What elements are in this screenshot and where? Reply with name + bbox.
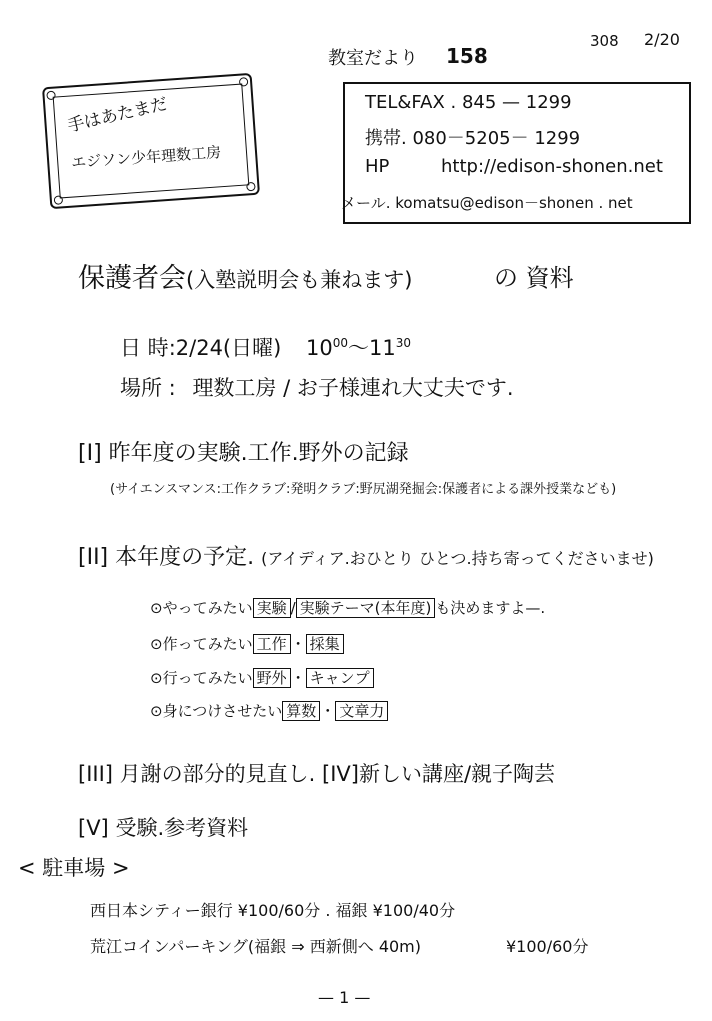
page-number: — 1 —	[318, 988, 371, 1007]
logo	[42, 73, 260, 209]
parking-line-2-price: ¥100/60分	[506, 937, 589, 956]
contact-mail: メール. komatsu@edison－shonen . net	[341, 194, 633, 212]
section-2-number: [II]	[78, 545, 109, 570]
item-tag: 文章力	[335, 701, 388, 721]
place-value: 理数工房 / お子様連れ大丈夫です.	[192, 376, 514, 400]
contact-hp-url: http://edison-shonen.net	[441, 156, 663, 177]
section-4-title: 新しい講座/親子陶芸	[358, 762, 556, 786]
section-2	[78, 540, 654, 571]
list-item	[150, 597, 545, 618]
issue-number: 158	[446, 44, 488, 68]
item-tag: 実験テーマ(本年度)	[296, 598, 436, 618]
item-prefix: ⊙行ってみたい	[150, 669, 253, 687]
newsletter-label: 教室だより	[328, 48, 418, 69]
title-main: 保護者会	[78, 263, 186, 294]
item-tag: 実験	[253, 598, 291, 618]
contact-mobile: 携帯. 080－5205－ 1299	[365, 128, 581, 149]
section-1-note: (サイエンスマンス:工作クラブ:発明クラブ:野尻湖発掘会:保護者による課外授業なども)	[110, 482, 617, 497]
section-1-number: [I]	[78, 441, 102, 466]
contact-box	[343, 82, 691, 224]
item-prefix: ⊙身につけさせたい	[150, 702, 283, 720]
section-3-4	[78, 758, 555, 788]
item-suffix: も決めますよ—.	[435, 599, 546, 617]
item-prefix: ⊙やってみたい	[150, 599, 253, 617]
section-2-title: 本年度の予定.	[115, 545, 255, 570]
list-item	[150, 633, 344, 654]
item-prefix: ⊙作ってみたい	[150, 635, 253, 653]
date: 2/20	[644, 30, 680, 49]
place-row: 場所 : 理数工房 / お子様連れ大丈夫です.	[120, 376, 514, 400]
item-separator: /	[290, 599, 296, 617]
section-5-number: [V]	[78, 816, 109, 840]
section-1-title: 昨年度の実験.工作.野外の記録	[108, 441, 409, 466]
section-3-number: [III]	[78, 762, 113, 786]
contact-tel-fax: TEL&FAX . 845 — 1299	[365, 92, 572, 113]
section-5	[78, 812, 248, 842]
list-item	[150, 667, 374, 688]
item-tag: キャンプ	[306, 668, 374, 688]
code-number: 308	[590, 32, 619, 50]
item-tag: 工作	[253, 634, 291, 654]
item-separator: ・	[290, 669, 306, 687]
logo-name: エジソン少年理数工房	[70, 143, 222, 172]
list-item	[150, 700, 388, 721]
item-separator: ・	[320, 702, 336, 720]
datetime-row: 日 時:2/24(日曜) $10^{00}$〜$11^{30}$	[120, 336, 412, 360]
place-label: 場所	[120, 376, 162, 400]
logo-motto: 手はあたまだ	[65, 94, 170, 137]
time-start: 10	[306, 336, 333, 360]
time-end: 11	[369, 336, 396, 360]
parking-line-2: 荒江コインパーキング(福銀 ⇒ 西新側へ 40m)	[90, 937, 422, 956]
item-tag: 野外	[253, 668, 291, 688]
contact-hp-label: HP	[365, 156, 390, 177]
title-paren: (入塾説明会も兼ねます)	[186, 268, 413, 292]
section-5-title: 受験.参考資料	[115, 816, 249, 840]
item-separator: ・	[290, 635, 306, 653]
title-tail: の 資料	[494, 264, 574, 292]
parking-line-1: 西日本シティー銀行 ¥100/60分 . 福銀 ¥100/40分	[90, 901, 456, 920]
section-3-title: 月謝の部分的見直し.	[119, 762, 316, 786]
section-4-number: [IV]	[322, 762, 359, 786]
section-2-note: (アイディア.おひとり ひとつ.持ち寄ってくださいませ)	[261, 549, 654, 568]
section-1	[78, 436, 409, 467]
page-title	[78, 256, 412, 295]
datetime-label: 日 時	[120, 336, 169, 360]
item-tag: 算数	[282, 701, 320, 721]
item-tag: 採集	[306, 634, 344, 654]
time-end-min: 30	[395, 336, 412, 350]
datetime-value: 2/24(日曜)	[175, 336, 282, 360]
time-tilde: 〜	[348, 336, 370, 360]
parking-heading: < 駐車場 >	[18, 856, 130, 880]
time-start-min: 00	[332, 336, 349, 350]
